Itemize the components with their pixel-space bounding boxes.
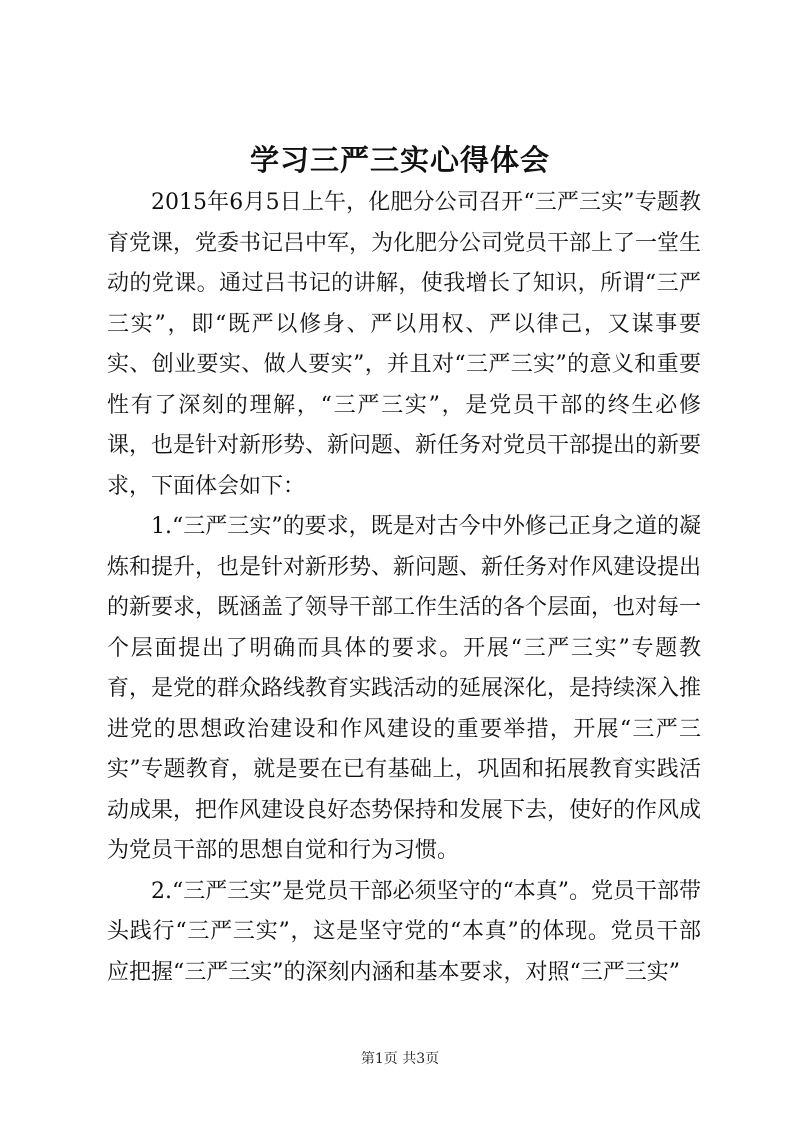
paragraph-point-2: 2.“三严三实”是党员干部必须坚守的“本真”。党员干部带头践行“三严三实”，这是坚守党的“本真”的体现。党员干部应把握“三严三实”的深刻内涵和基本要求，对照“三严三实” <box>107 878 701 985</box>
paragraph-point-1: 1.“三严三实”的要求，既是对古今中外修己正身之道的凝炼和提升，也是针对新形势、新问题、新任务对作风建设提出的新要求，既涵盖了领导干部工作生活的各个层面，也对每一个层面提出了明确而具体的要求。开展“三严三实”专题教育，是党的群众路线教育实践活动的延展深化，是持续深入推进党的思想政治建设和作风建设的重要举措，开展“三严三实”专题教育，就是要在已有基础上，巩固和拓展教育实践活动成果，把作风建设良好态势保持和发展下去，使好的作风成为党员干部的思想自觉和行为习惯。 <box>107 514 702 863</box>
paragraph-intro: 2015年6月5日上午，化肥分公司召开“三严三实”专题教育党课，党委书记吕中军，为化肥分公司党员干部上了一堂生动的党课。通过吕书记的讲解，使我增长了知识，所谓“三严三实”，即“既严以修身、严以用权、严以律己，又谋事要实、创业要实、做人要实”，并且对“三严三实”的意义和重要性有了深刻的理解，“三严三实”，是党员干部的终生必修课，也是针对新形势、新问题、新任务对党员干部提出的新要求，下面体会如下： <box>107 190 702 499</box>
document-title: 学习三严三实心得体会 <box>249 143 550 177</box>
document-body <box>107 183 701 993</box>
page-footer: 第1页 共3页 <box>360 1051 440 1067</box>
